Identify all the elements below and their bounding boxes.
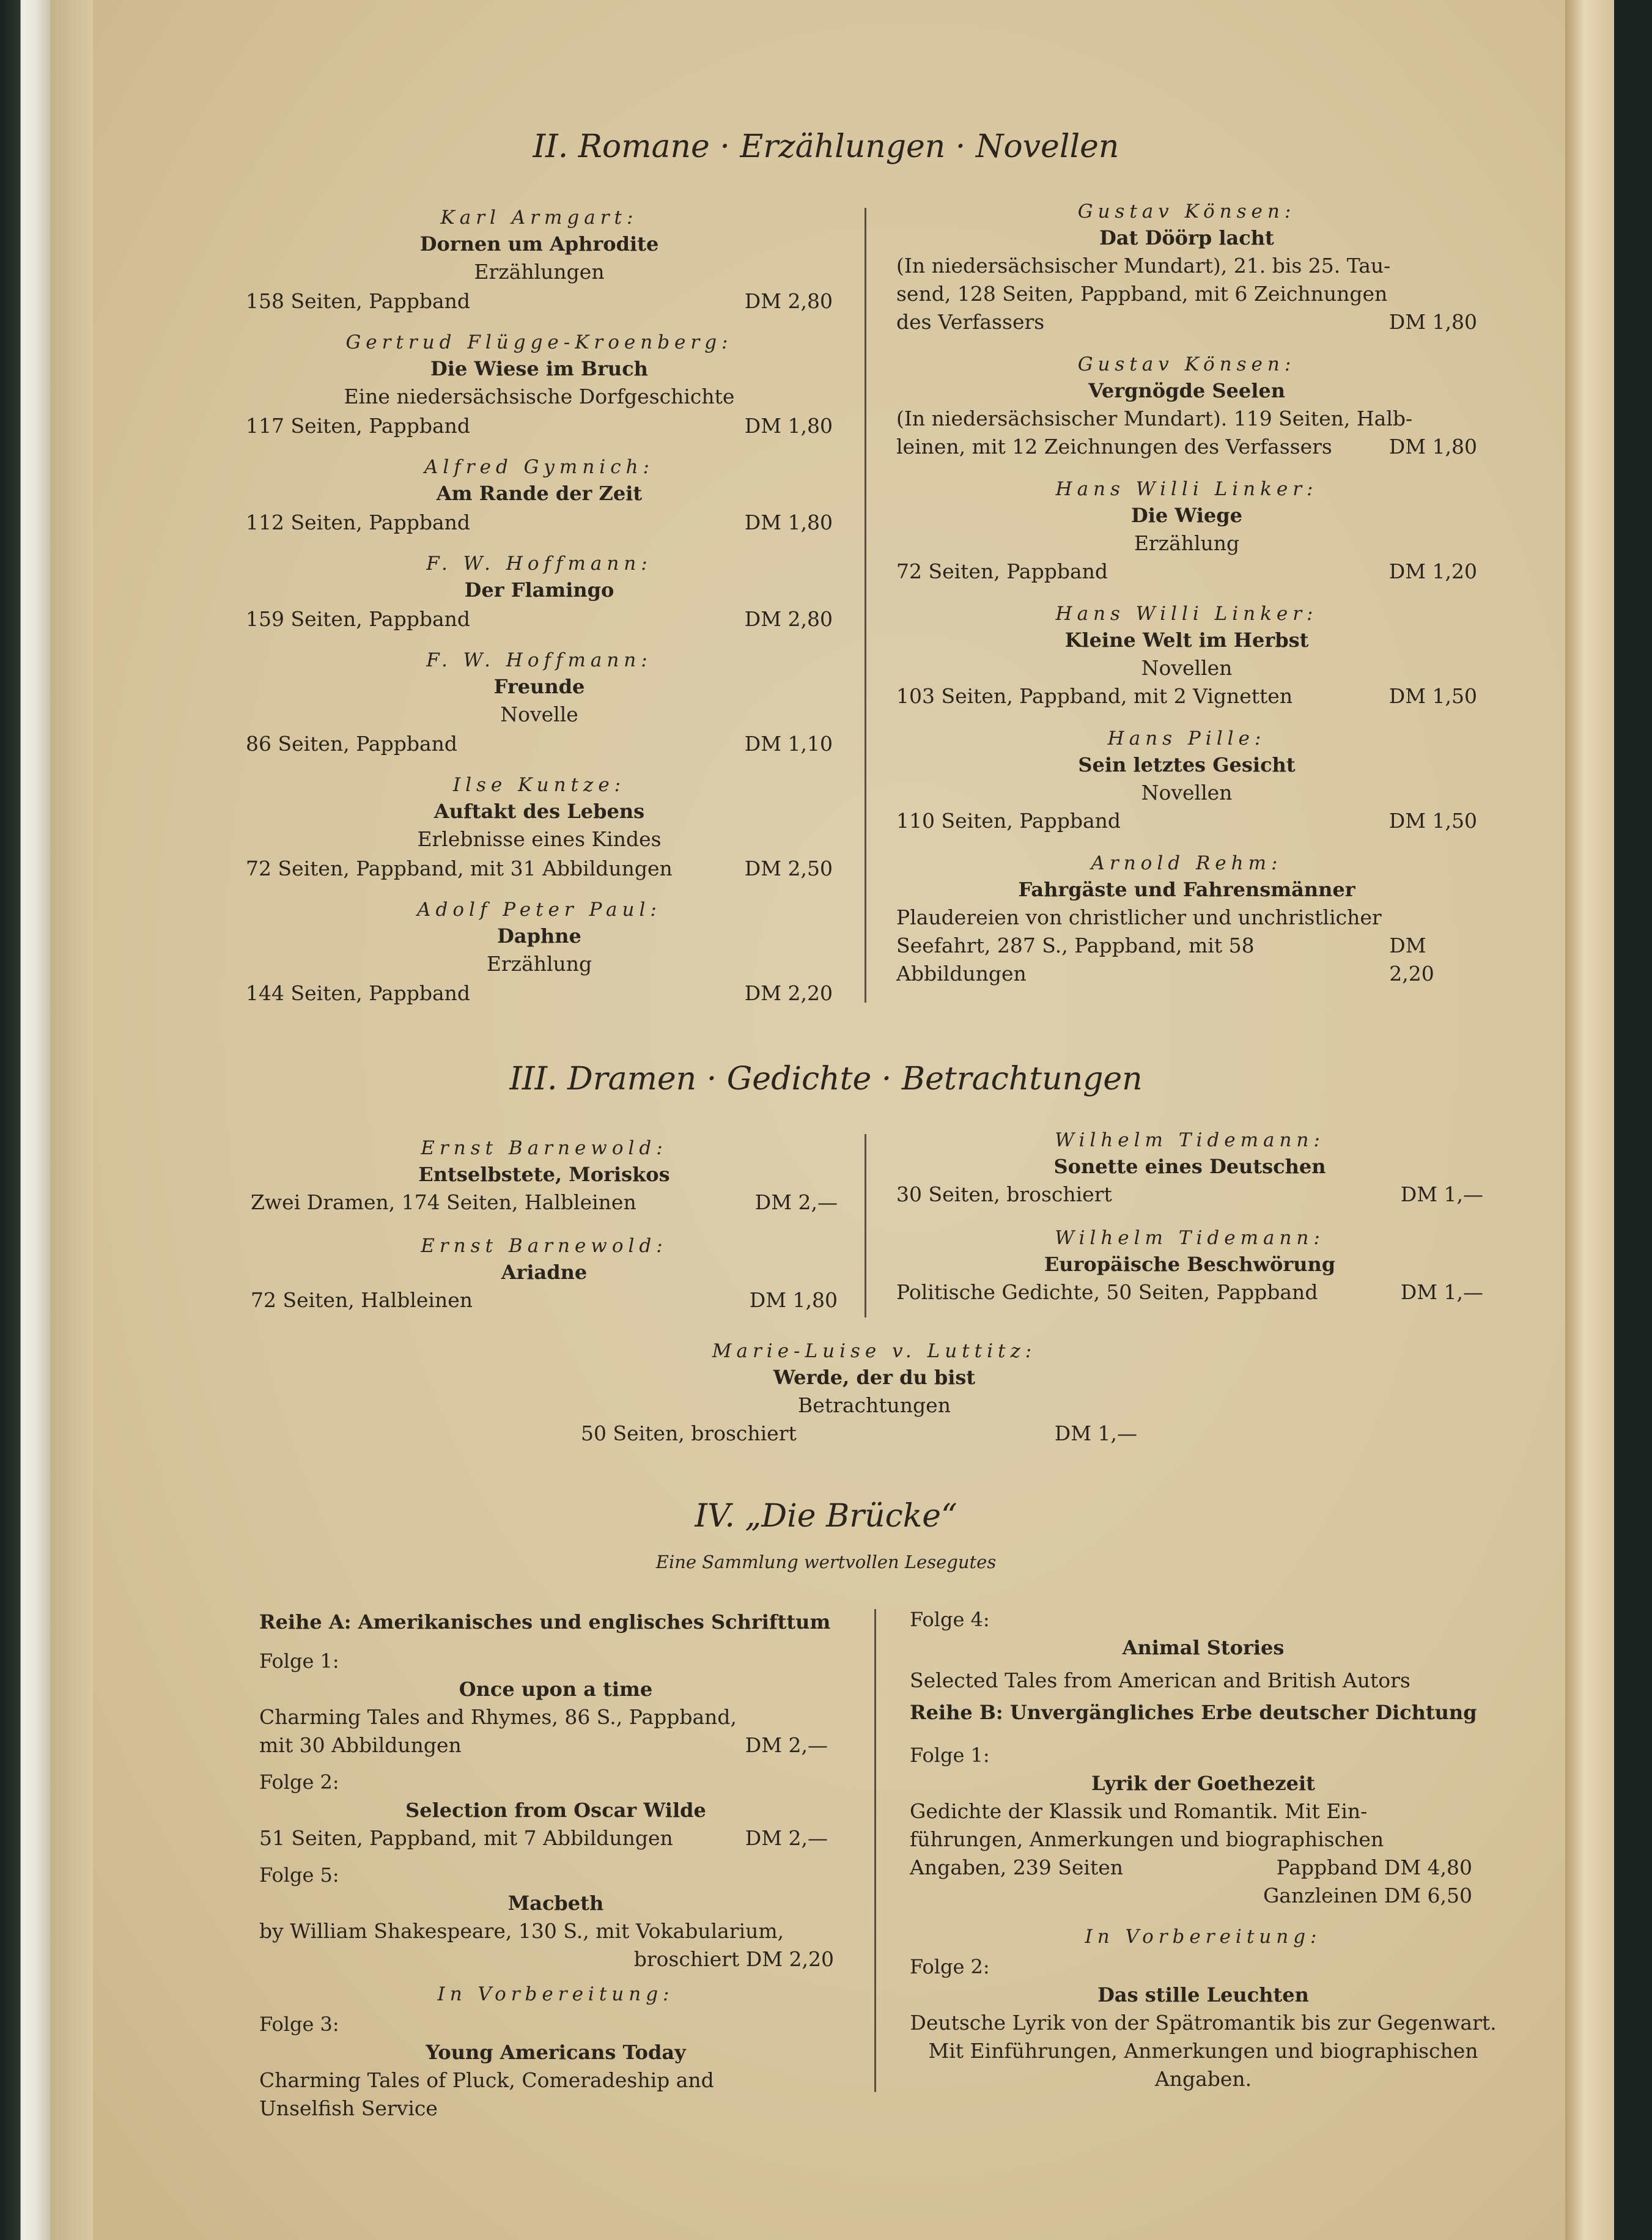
book-entry bbox=[246, 897, 833, 1009]
book-info: 72 Seiten, Halbleinen bbox=[251, 1288, 473, 1312]
folge-label: Folge 1: bbox=[910, 1744, 990, 1767]
series-entry bbox=[910, 1605, 1497, 1695]
book-entry bbox=[896, 352, 1477, 461]
book-info-line: Plaudereien von christlicher und unchristlicher bbox=[896, 905, 1382, 929]
price: DM 1,80 bbox=[744, 414, 833, 438]
book-info: 86 Seiten, Pappband bbox=[246, 732, 458, 756]
book-entry bbox=[246, 551, 833, 635]
genre: Novellen bbox=[1141, 656, 1233, 680]
book-entry bbox=[246, 455, 833, 538]
book-info-line: Gedichte der Klassik und Romantik. Mit Ein- bbox=[910, 1799, 1368, 1823]
price: Pappband DM 4,80 bbox=[1276, 1855, 1472, 1879]
book-title: Die Wiese im Bruch bbox=[430, 357, 648, 380]
price: DM 1,50 bbox=[1388, 809, 1477, 833]
book-info: 50 Seiten, broschiert bbox=[581, 1421, 797, 1445]
column-divider bbox=[874, 1609, 876, 2092]
author: Ernst Barnewold: bbox=[421, 1137, 668, 1159]
author: Hans Willi Linker: bbox=[1055, 603, 1318, 625]
section-3-center-entry bbox=[581, 1339, 1168, 1448]
book-info-line: des Verfassers bbox=[896, 310, 1045, 334]
folge-label: Folge 3: bbox=[259, 2013, 339, 2036]
author: Wilhelm Tidemann: bbox=[1055, 1227, 1325, 1249]
book-title: Kleine Welt im Herbst bbox=[1064, 628, 1309, 652]
book-title: Das stille Leuchten bbox=[1097, 1983, 1309, 2006]
price: DM 2,— bbox=[745, 1733, 828, 1757]
book-entry bbox=[896, 851, 1477, 988]
book-title: Dornen um Aphrodite bbox=[419, 232, 659, 256]
book-info-line: mit 30 Abbildungen bbox=[259, 1733, 462, 1757]
book-info: 103 Seiten, Pappband, mit 2 Vignetten bbox=[896, 684, 1293, 708]
author: Gustav Könsen: bbox=[1077, 201, 1296, 223]
column-divider bbox=[865, 1134, 866, 1317]
genre: Betrachtungen bbox=[798, 1393, 951, 1417]
price: DM 1,50 bbox=[1388, 684, 1477, 708]
section-2-left-column bbox=[246, 205, 833, 1009]
series-entry bbox=[259, 1768, 852, 1852]
price: DM 1,— bbox=[1400, 1280, 1483, 1304]
book-info: 112 Seiten, Pappband bbox=[246, 510, 471, 534]
author: Wilhelm Tidemann: bbox=[1055, 1129, 1325, 1151]
book-entry bbox=[896, 199, 1477, 336]
book-info-line: Charming Tales and Rhymes, 86 S., Pappband, bbox=[259, 1705, 737, 1729]
book-info-line: Selected Tales from American and British Autors bbox=[910, 1668, 1410, 1692]
price: DM 1,80 bbox=[744, 510, 833, 534]
book-entry bbox=[896, 602, 1477, 710]
book-info-line: Deutsche Lyrik von der Spätromantik bis zur Gegenwart. bbox=[910, 2011, 1497, 2035]
book-title: Animal Stories bbox=[1122, 1636, 1285, 1659]
folge-label: Folge 4: bbox=[910, 1608, 990, 1631]
book-title: Macbeth bbox=[507, 1892, 604, 1915]
book-info-line: send, 128 Seiten, Pappband, mit 6 Zeichnungen bbox=[896, 282, 1388, 306]
book-title: Daphne bbox=[497, 924, 581, 948]
price: DM 1,80 bbox=[1388, 435, 1477, 459]
book-info-line: Unselfish Service bbox=[259, 2096, 438, 2120]
price: DM 2,80 bbox=[744, 607, 833, 631]
book-binding bbox=[0, 0, 50, 2240]
author: Hans Willi Linker: bbox=[1055, 478, 1318, 500]
book-info: Politische Gedichte, 50 Seiten, Pappband bbox=[896, 1280, 1318, 1304]
series-entry bbox=[259, 2010, 852, 2123]
section-3-left-column bbox=[251, 1136, 838, 1314]
book-info-line: by William Shakespeare, 130 S., mit Vokabularium, bbox=[259, 1919, 784, 1943]
book-entry bbox=[896, 1226, 1483, 1306]
genre: Erlebnisse eines Kindes bbox=[417, 827, 662, 851]
book-entry bbox=[896, 1128, 1483, 1209]
price: DM 2,80 bbox=[744, 289, 833, 313]
author: F. W. Hoffmann: bbox=[426, 553, 652, 575]
author: Ernst Barnewold: bbox=[421, 1235, 668, 1257]
section-4-subheading: Eine Sammlung wertvollen Lesegutes bbox=[655, 1552, 997, 1572]
author: Marie-Luise v. Luttitz: bbox=[712, 1340, 1037, 1362]
book-title: Sonette eines Deutschen bbox=[1053, 1155, 1326, 1178]
series-entry bbox=[259, 1861, 852, 1973]
book-info: 72 Seiten, Pappband, mit 31 Abbildungen bbox=[246, 857, 673, 880]
series-entry bbox=[910, 1953, 1497, 2093]
author: Hans Pille: bbox=[1107, 728, 1266, 750]
price: DM 2,— bbox=[745, 1826, 828, 1850]
book-title: Selection from Oscar Wilde bbox=[405, 1799, 706, 1822]
book-info-line: (In niedersächsischer Mundart), 21. bis 25. Tau- bbox=[896, 254, 1391, 278]
folge-label: Folge 5: bbox=[259, 1863, 339, 1887]
book-title: Vergnögde Seelen bbox=[1088, 379, 1285, 402]
book-entry bbox=[246, 773, 833, 884]
section-2-heading: II. Romane · Erzählungen · Novellen bbox=[533, 128, 1119, 165]
section-4-right-column bbox=[910, 1605, 1497, 2093]
series-entry bbox=[259, 1647, 852, 1759]
book-entry bbox=[246, 330, 833, 441]
price: DM 1,10 bbox=[744, 732, 833, 756]
book-info-line: führungen, Anmerkungen und biographischen bbox=[910, 1827, 1384, 1851]
book-title: Once upon a time bbox=[459, 1678, 653, 1701]
book-info: 51 Seiten, Pappband, mit 7 Abbildungen bbox=[259, 1826, 673, 1850]
section-4-heading: IV. „Die Brücke“ bbox=[695, 1498, 957, 1534]
book-info: 72 Seiten, Pappband bbox=[896, 559, 1108, 583]
section-3-right-column bbox=[896, 1128, 1483, 1306]
price: DM 2,— bbox=[754, 1190, 838, 1214]
book-title: Am Rande der Zeit bbox=[436, 482, 643, 505]
book-info: 110 Seiten, Pappband bbox=[896, 809, 1121, 833]
price: Ganzleinen DM 6,50 bbox=[1263, 1884, 1472, 1907]
book-title: Auftakt des Lebens bbox=[433, 800, 645, 823]
author: Karl Armgart: bbox=[440, 207, 638, 229]
section-3-heading: III. Dramen · Gedichte · Betrachtungen bbox=[509, 1061, 1143, 1097]
book-title: Freunde bbox=[493, 675, 585, 698]
folge-label: Folge 2: bbox=[910, 1955, 990, 1978]
book-title: Lyrik der Goethezeit bbox=[1091, 1772, 1315, 1795]
folge-label: Folge 1: bbox=[259, 1649, 339, 1673]
book-info: 30 Seiten, broschiert bbox=[896, 1182, 1112, 1206]
book-info-line: Seefahrt, 287 S., Pappband, mit 58 Abbildungen bbox=[896, 934, 1255, 986]
price: DM 2,50 bbox=[744, 857, 833, 880]
folge-label: Folge 2: bbox=[259, 1770, 339, 1794]
book-info: 159 Seiten, Pappband bbox=[246, 607, 471, 631]
book-info-line: leinen, mit 12 Zeichnungen des Verfassers bbox=[896, 435, 1332, 459]
author: F. W. Hoffmann: bbox=[426, 649, 652, 671]
book-title: Sein letztes Gesicht bbox=[1078, 753, 1296, 776]
book-info-line: Charming Tales of Pluck, Comeradeship and bbox=[259, 2068, 714, 2092]
book-title: Der Flamingo bbox=[464, 578, 614, 602]
author: Gustav Könsen: bbox=[1077, 353, 1296, 375]
book-title: Werde, der du bist bbox=[773, 1366, 976, 1389]
section-2-right-column bbox=[896, 199, 1477, 988]
book-entry bbox=[251, 1136, 838, 1217]
price: DM 1,80 bbox=[749, 1288, 838, 1312]
book-entry bbox=[246, 648, 833, 759]
book-entry bbox=[896, 477, 1477, 586]
book-title: Die Wiege bbox=[1130, 504, 1243, 527]
author: Ilse Kuntze: bbox=[452, 774, 626, 796]
book-title: Entselbstete, Moriskos bbox=[418, 1163, 670, 1186]
in-preparation-label: In Vorbereitung: bbox=[1085, 1926, 1322, 1948]
author: Arnold Rehm: bbox=[1091, 852, 1283, 874]
book-entry bbox=[246, 205, 833, 317]
book-entry bbox=[896, 726, 1477, 835]
price-line: broschiert DM 2,20 bbox=[633, 1947, 834, 1971]
series-heading: Reihe B: Unvergängliches Erbe deutscher Dichtung bbox=[910, 1701, 1477, 1724]
book-info: 117 Seiten, Pappband bbox=[246, 414, 471, 438]
book-info-line: Angaben. bbox=[1154, 2067, 1252, 2091]
genre: Novellen bbox=[1141, 781, 1233, 805]
price: DM 1,80 bbox=[1388, 310, 1477, 334]
price: DM 1,— bbox=[1400, 1182, 1483, 1206]
price: DM 1,20 bbox=[1388, 559, 1477, 583]
section-4-left-column bbox=[259, 1608, 852, 2123]
book-title: Dat Döörp lacht bbox=[1099, 226, 1274, 249]
genre: Erzählung bbox=[486, 952, 592, 976]
book-info-line: (In niedersächsischer Mundart). 119 Seiten, Halb- bbox=[896, 407, 1413, 430]
series-entry bbox=[910, 1741, 1497, 1910]
book-info-line: Angaben, 239 Seiten bbox=[910, 1855, 1123, 1879]
author: Alfred Gymnich: bbox=[424, 456, 654, 478]
book-info: 158 Seiten, Pappband bbox=[246, 289, 471, 313]
genre: Novelle bbox=[500, 702, 578, 726]
page-edge bbox=[50, 0, 93, 2240]
book-info: 144 Seiten, Pappband bbox=[246, 981, 471, 1005]
price: DM 2,20 bbox=[744, 981, 833, 1005]
right-edge bbox=[1614, 0, 1652, 2240]
in-preparation-label: In Vorbereitung: bbox=[437, 1983, 674, 2005]
book-title: Fahrgäste und Fahrensmänner bbox=[1018, 878, 1355, 901]
right-paper-edge bbox=[1565, 0, 1614, 2240]
book-title: Ariadne bbox=[501, 1261, 588, 1284]
author: Gertrud Flügge-Kroenberg: bbox=[345, 331, 733, 353]
price: DM 1,— bbox=[1054, 1421, 1137, 1445]
book-title: Young Americans Today bbox=[426, 2041, 686, 2064]
genre: Erzählungen bbox=[474, 260, 605, 284]
genre: Eine niedersächsische Dorfgeschichte bbox=[344, 385, 735, 408]
genre: Erzählung bbox=[1134, 531, 1240, 555]
book-info: Zwei Dramen, 174 Seiten, Halbleinen bbox=[251, 1190, 636, 1214]
column-divider bbox=[865, 208, 866, 1003]
book-title: Europäische Beschwörung bbox=[1044, 1253, 1336, 1276]
author: Adolf Peter Paul: bbox=[417, 899, 662, 921]
price: DM 2,20 bbox=[1389, 934, 1434, 986]
series-heading: Reihe A: Amerikanisches und englisches Schrifttum bbox=[259, 1610, 831, 1634]
book-entry bbox=[251, 1234, 838, 1314]
book-info-line: Mit Einführungen, Anmerkungen und biographischen bbox=[928, 2039, 1478, 2063]
